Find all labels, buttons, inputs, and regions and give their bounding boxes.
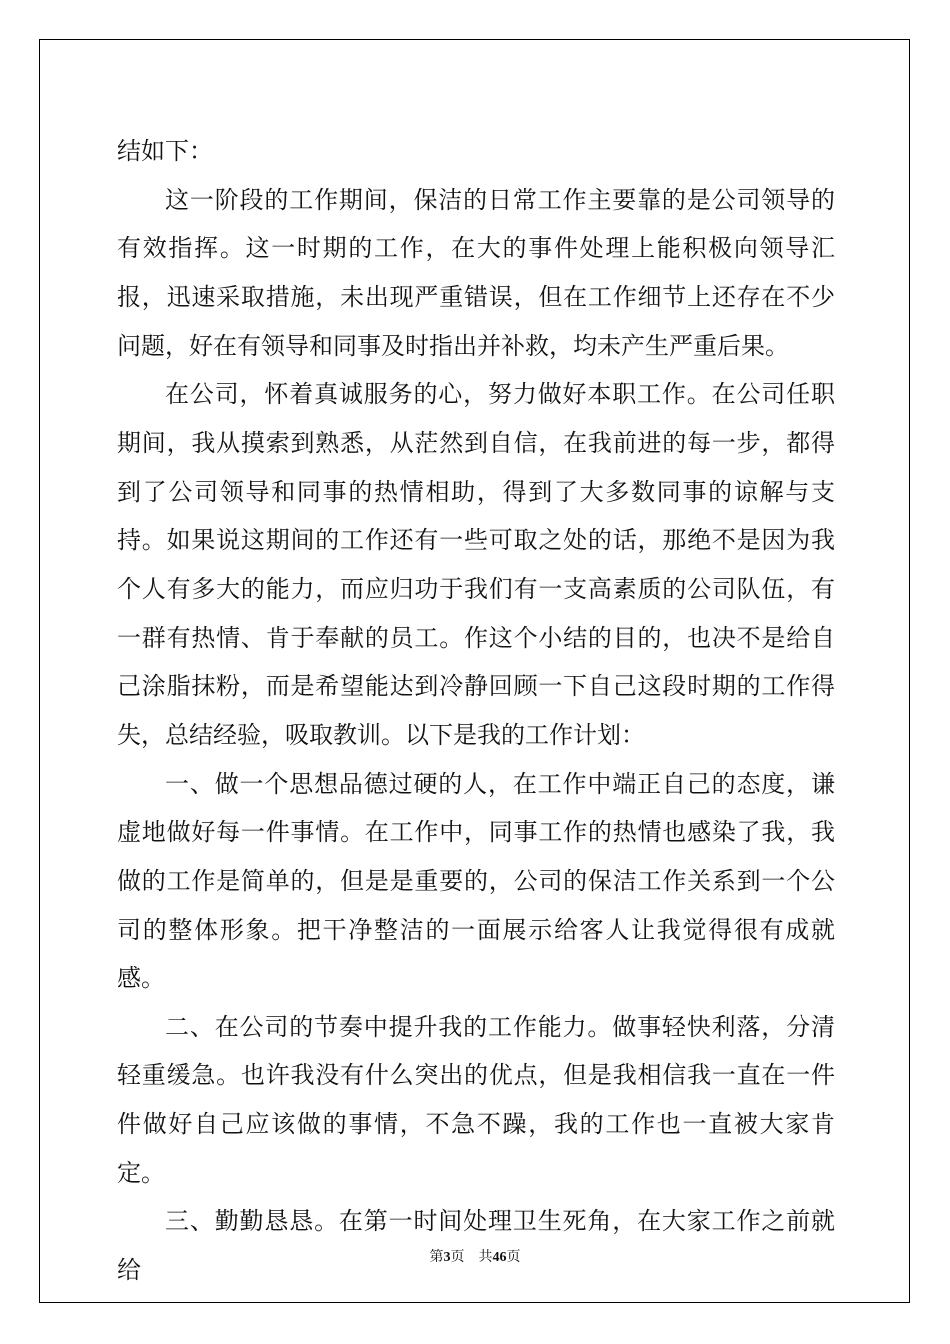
total-prefix: 共 [478, 1250, 493, 1265]
paragraph-reflection: 在公司，怀着真诚服务的心，努力做好本职工作。在公司任职期间，我从摸索到熟悉，从茫然到自信，在我前进的每一步，都得到了公司领导和同事的热情相助，得到了大多数同事的谅解与支持。如果说这期间的工作还有一些可取之处的话，那绝不是因为我个人有多大的能力，而应归功于我们有一支高素质的公司队伍，有一群有热情、肯于奉献的员工。作这个小结的目的，也决不是给自己涂脂抹粉，而是希望能达到冷静回顾一下自己这段时期的工作得失，总结经验，吸取教训。以下是我的工作计划： [117, 380, 835, 749]
total-suffix: 页 [506, 1250, 521, 1265]
paragraph-plan-three: 三、勤勤恳恳。在第一时间处理卫生死角，在大家工作之前就给 [117, 1207, 835, 1285]
total-pages: 46 [492, 1250, 507, 1265]
page-number: 3 [443, 1250, 451, 1265]
paragraph-work-period: 这一阶段的工作期间，保洁的日常工作主要靠的是公司领导的有效指挥。这一时期的工作，在大的事件处理上能积极向领导汇报，迅速采取措施，未出现严重错误，但在工作细节上还存在不少问题，好在有领导和同事及时指出并补救，均未产生严重后果。 [117, 185, 835, 360]
page-footer [0, 1246, 950, 1266]
document-body [117, 127, 835, 1295]
page-prefix: 第 [429, 1250, 444, 1265]
paragraph-plan-one: 一、做一个思想品德过硬的人，在工作中端正自己的态度，谦虚地做好每一件事情。在工作中，同事工作的热情也感染了我，我做的工作是简单的，但是是重要的，公司的保洁工作关系到一个公司的整体形象。把干净整洁的一面展示给客人让我觉得很有成就感。 [117, 769, 835, 993]
page-suffix: 页 [450, 1250, 465, 1265]
paragraph-plan-two: 二、在公司的节奏中提升我的工作能力。做事轻快利落，分清轻重缓急。也许我没有什么突出的优点，但是我相信我一直在一件件做好自己应该做的事情，不急不躁，我的工作也一直被大家肯定。 [117, 1012, 835, 1187]
paragraph-continuation: 结如下： [117, 137, 213, 165]
